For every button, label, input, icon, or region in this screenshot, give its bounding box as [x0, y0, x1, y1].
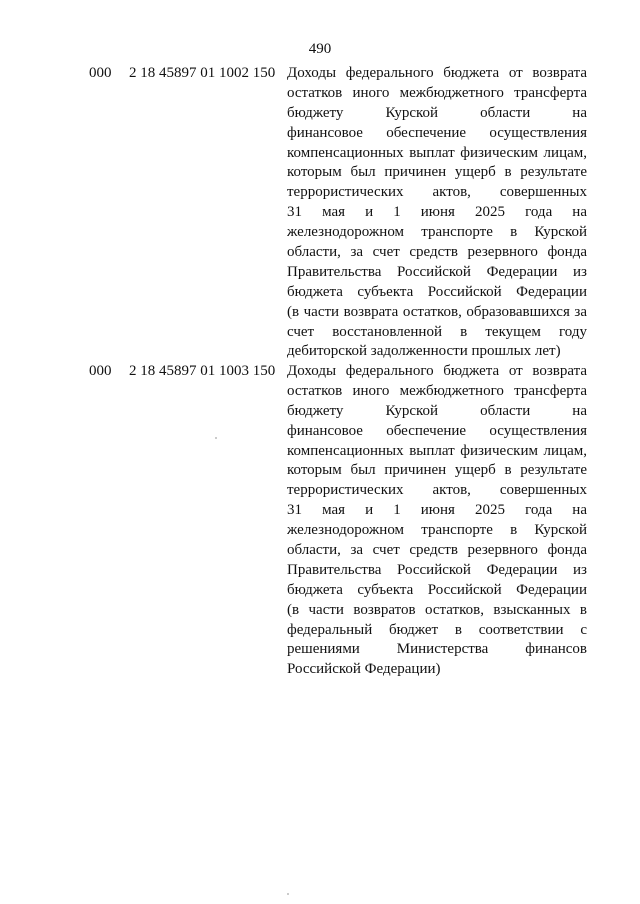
- description-line: остатков иного межбюджетного трансферта: [287, 382, 587, 399]
- description-line: дебиторской задолженности прошлых лет): [287, 343, 561, 360]
- description-line: остатков иного межбюджетного трансферта: [287, 84, 587, 101]
- entry-description: [287, 362, 587, 680]
- description-line: которым был причинен ущерб в результате: [287, 164, 587, 181]
- description-line: федеральный бюджет в соответствии с: [287, 621, 587, 638]
- description-line: (в части возврата остатков, образовавшихся за: [287, 303, 587, 320]
- description-line: финансовое обеспечение осуществления: [287, 422, 587, 439]
- description-line: 31 мая и 1 июня 2025 года на: [287, 204, 587, 221]
- description-line: 31 мая и 1 июня 2025 года на: [287, 502, 587, 519]
- description-line: бюджету Курской области на: [287, 402, 587, 419]
- description-line: Доходы федерального бюджета от возврата: [287, 363, 587, 379]
- description-line: Правительства Российской Федерации из: [287, 561, 587, 578]
- scan-speck: [215, 437, 217, 439]
- description-line: железнодорожном транспорте в Курской: [287, 224, 587, 241]
- description-line: Правительства Российской Федерации из: [287, 263, 587, 280]
- description-line: бюджету Курской области на: [287, 104, 587, 121]
- admin-code: 000: [89, 363, 112, 379]
- description-line: Российской Федерации): [287, 661, 441, 678]
- description-line: Доходы федерального бюджета от возврата: [287, 65, 587, 81]
- description-line: счет восстановленной в текущем году: [287, 323, 587, 340]
- description-line: террористических актов, совершенных: [287, 184, 587, 201]
- description-line: компенсационных выплат физическим лицам,: [287, 144, 587, 161]
- description-line: компенсационных выплат физическим лицам,: [287, 442, 587, 459]
- description-line: финансовое обеспечение осуществления: [287, 124, 587, 141]
- entry-description: [287, 64, 587, 362]
- budget-classification-code: 2 18 45897 01 1002 150: [129, 65, 276, 81]
- scan-speck: [287, 893, 289, 895]
- description-line: бюджета субъекта Российской Федерации: [287, 581, 587, 598]
- budget-classification-code: 2 18 45897 01 1003 150: [129, 363, 276, 379]
- description-line: бюджета субъекта Российской Федерации: [287, 283, 587, 300]
- page-number: 490: [308, 41, 332, 57]
- description-line: железнодорожном транспорте в Курской: [287, 522, 587, 539]
- admin-code: 000: [89, 65, 112, 81]
- description-line: решениями Министерства финансов: [287, 641, 587, 658]
- description-line: террористических актов, совершенных: [287, 482, 587, 499]
- description-line: (в части возвратов остатков, взысканных в: [287, 601, 587, 618]
- description-line: области, за счет средств резервного фонда: [287, 542, 587, 559]
- description-line: которым был причинен ущерб в результате: [287, 462, 587, 479]
- description-line: области, за счет средств резервного фонда: [287, 244, 587, 261]
